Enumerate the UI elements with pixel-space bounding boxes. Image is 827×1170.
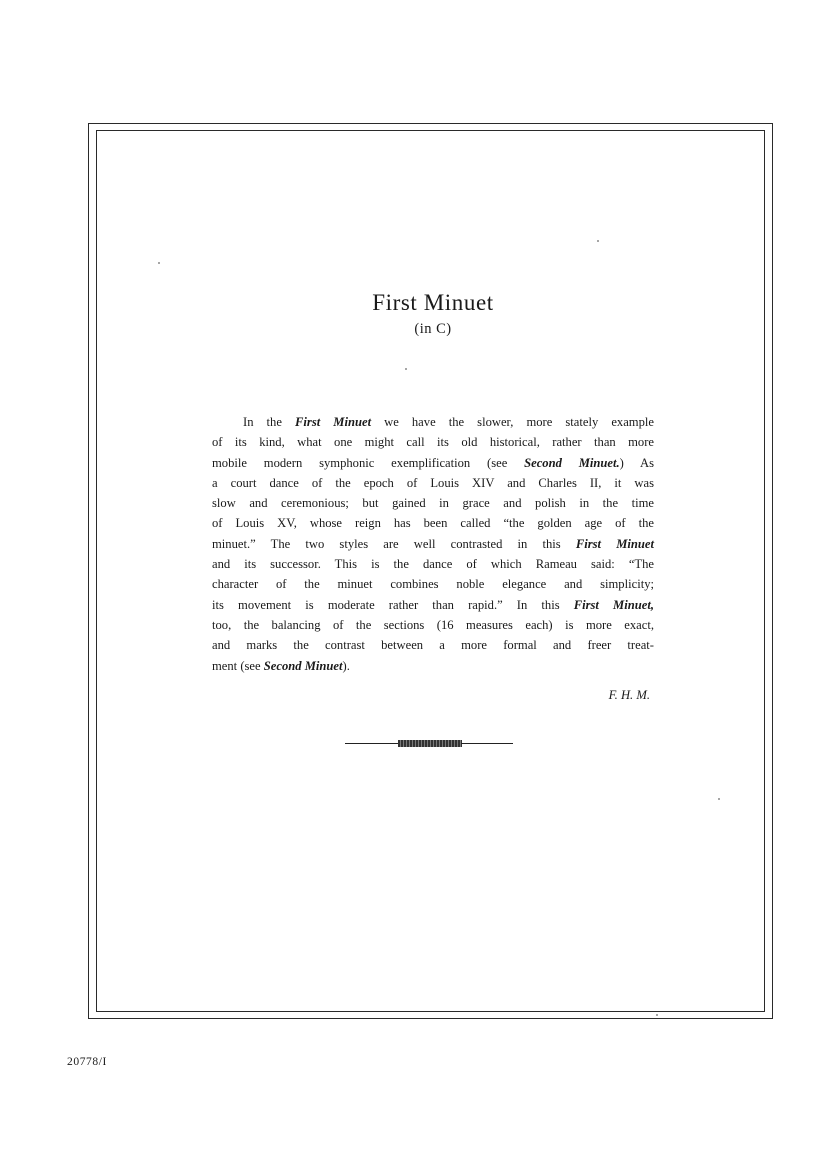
paragraph-line: mobile modern symphonic exemplification (see Second Minuet.) As xyxy=(212,455,654,470)
page-subtitle: (in C) xyxy=(414,321,452,337)
paragraph-line: and marks the contrast between a more formal and freer treat- xyxy=(212,638,654,653)
ornamental-divider xyxy=(345,740,513,748)
paragraph-line: and its successor. This is the dance of which Rameau said: “The xyxy=(212,557,654,572)
italic-title: Second Minuet. xyxy=(524,455,620,470)
divider-center-bar xyxy=(398,740,462,747)
paper-speck xyxy=(718,798,720,800)
paper-speck xyxy=(405,368,407,370)
paragraph-line: of Louis XV, whose reign has been called “the golden age of the xyxy=(212,516,654,531)
italic-title: First Minuet xyxy=(575,536,654,551)
divider-rule-left xyxy=(345,743,400,744)
paragraph-line: minuet.” The two styles are well contrasted in this First Minuet xyxy=(212,536,654,551)
paragraph-line: slow and ceremonious; but gained in grace and polish in the time xyxy=(212,496,654,511)
author-initials: F. H. M. xyxy=(608,688,650,702)
paragraph-line: ment (see Second Minuet). xyxy=(212,658,350,673)
italic-title: First Minuet, xyxy=(573,597,654,612)
italic-title: Second Minuet xyxy=(263,658,343,673)
paragraph-line: character of the minuet combines noble elegance and simplicity; xyxy=(212,577,654,592)
italic-title: First Minuet xyxy=(295,415,372,429)
body-paragraph xyxy=(212,412,654,676)
paper-speck xyxy=(597,240,599,242)
paragraph-line: a court dance of the epoch of Louis XIV and Charles II, it was xyxy=(212,475,654,490)
paragraph-line: its movement is moderate rather than rapid.” In this First Minuet, xyxy=(212,597,654,612)
paragraph-line: of its kind, what one might call its old historical, rather than more xyxy=(212,435,654,450)
paragraph-line: too, the balancing of the sections (16 measures each) is more exact, xyxy=(212,617,654,632)
paper-speck xyxy=(656,1014,658,1016)
plate-number: 20778/I xyxy=(67,1056,107,1068)
page-title: First Minuet xyxy=(372,290,494,315)
paper-speck xyxy=(158,262,160,264)
paragraph-line: In the First Minuet we have the slower, more stately example xyxy=(243,415,654,429)
divider-rule-right xyxy=(461,743,513,744)
